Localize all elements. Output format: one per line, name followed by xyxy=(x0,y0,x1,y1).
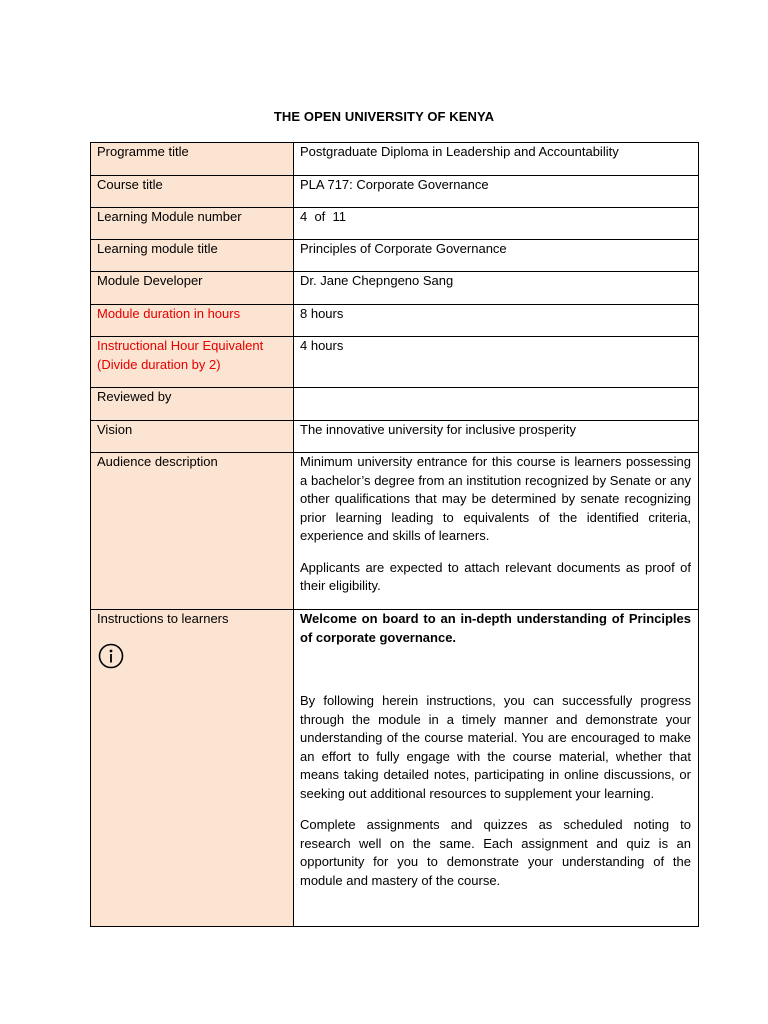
instructional-hours-value: 4 hours xyxy=(294,337,699,388)
instructional-hours-label-line2: (Divide duration by 2) xyxy=(97,356,221,372)
table-row-course-title xyxy=(91,176,699,208)
document-title: THE OPEN UNIVERSITY OF KENYA xyxy=(273,109,495,124)
table-row-audience xyxy=(91,453,699,610)
instructions-label: Instructions to learners xyxy=(97,611,229,626)
table-row-module-number xyxy=(91,208,699,240)
reviewed-by-label: Reviewed by xyxy=(91,388,294,421)
programme-title-value: Postgraduate Diploma in Leadership and Accountability xyxy=(294,143,699,176)
audience-paragraph-1: Minimum university entrance for this course is learners possessing a bachelor’s degree from an institution recognized by Senate or any other qualifications that may be determined by senate recognizing prior learning leading to equivalents of the identified criteria, experience and skills of learners. xyxy=(300,454,691,543)
instructional-hours-label xyxy=(91,337,294,388)
instructions-label-cell xyxy=(91,610,294,927)
vision-value: The innovative university for inclusive prosperity xyxy=(294,421,699,453)
audience-label: Audience description xyxy=(91,453,294,610)
table-row-module-developer xyxy=(91,272,699,305)
module-developer-value: Dr. Jane Chepngeno Sang xyxy=(294,272,699,305)
table-row-reviewed-by xyxy=(91,388,699,421)
table-row-instructional-hours xyxy=(91,337,699,388)
instructional-hours-label-line1: Instructional Hour Equivalent xyxy=(97,338,264,353)
module-number-value xyxy=(294,208,699,240)
instructions-heading: Welcome on board to an in-depth understanding of Principles of corporate governance. xyxy=(300,611,691,645)
programme-title-label: Programme title xyxy=(91,143,294,176)
table-row-instructions xyxy=(91,610,699,927)
module-developer-label: Module Developer xyxy=(91,272,294,305)
module-duration-label: Module duration in hours xyxy=(91,305,294,337)
module-duration-value: 8 hours xyxy=(294,305,699,337)
table-row-programme-title xyxy=(91,143,699,176)
table-row-module-duration xyxy=(91,305,699,337)
instructions-paragraph-1: By following herein instructions, you can successfully progress through the module in a timely manner and demonstrate your understanding of the course material. You are encouraged to make an effort to fully engage with the course material, whether that means taking detailed notes, participating in online discussions, or seeking out additional resources to supplement your learning. xyxy=(300,693,691,801)
instructions-value xyxy=(294,610,699,927)
audience-paragraph-2: Applicants are expected to attach relevant documents as proof of their eligibility. xyxy=(300,559,691,593)
module-info-table xyxy=(90,142,699,927)
module-title-label: Learning module title xyxy=(91,240,294,272)
instructions-paragraph-2: Complete assignments and quizzes as scheduled noting to research well on the same. Each assignment and quiz is an opportunity for you to demonstrate your understanding of the module and mastery of the course. xyxy=(300,817,691,888)
module-title-value: Principles of Corporate Governance xyxy=(294,240,699,272)
module-number-label: Learning Module number xyxy=(91,208,294,240)
module-number-text: 4 of 11 xyxy=(300,209,347,224)
vision-label: Vision xyxy=(91,421,294,453)
table-row-module-title xyxy=(91,240,699,272)
info-icon xyxy=(98,643,124,669)
audience-value xyxy=(294,453,699,610)
course-title-label: Course title xyxy=(91,176,294,208)
table-row-vision xyxy=(91,421,699,453)
course-title-value: PLA 717: Corporate Governance xyxy=(294,176,699,208)
reviewed-by-value xyxy=(294,388,699,421)
